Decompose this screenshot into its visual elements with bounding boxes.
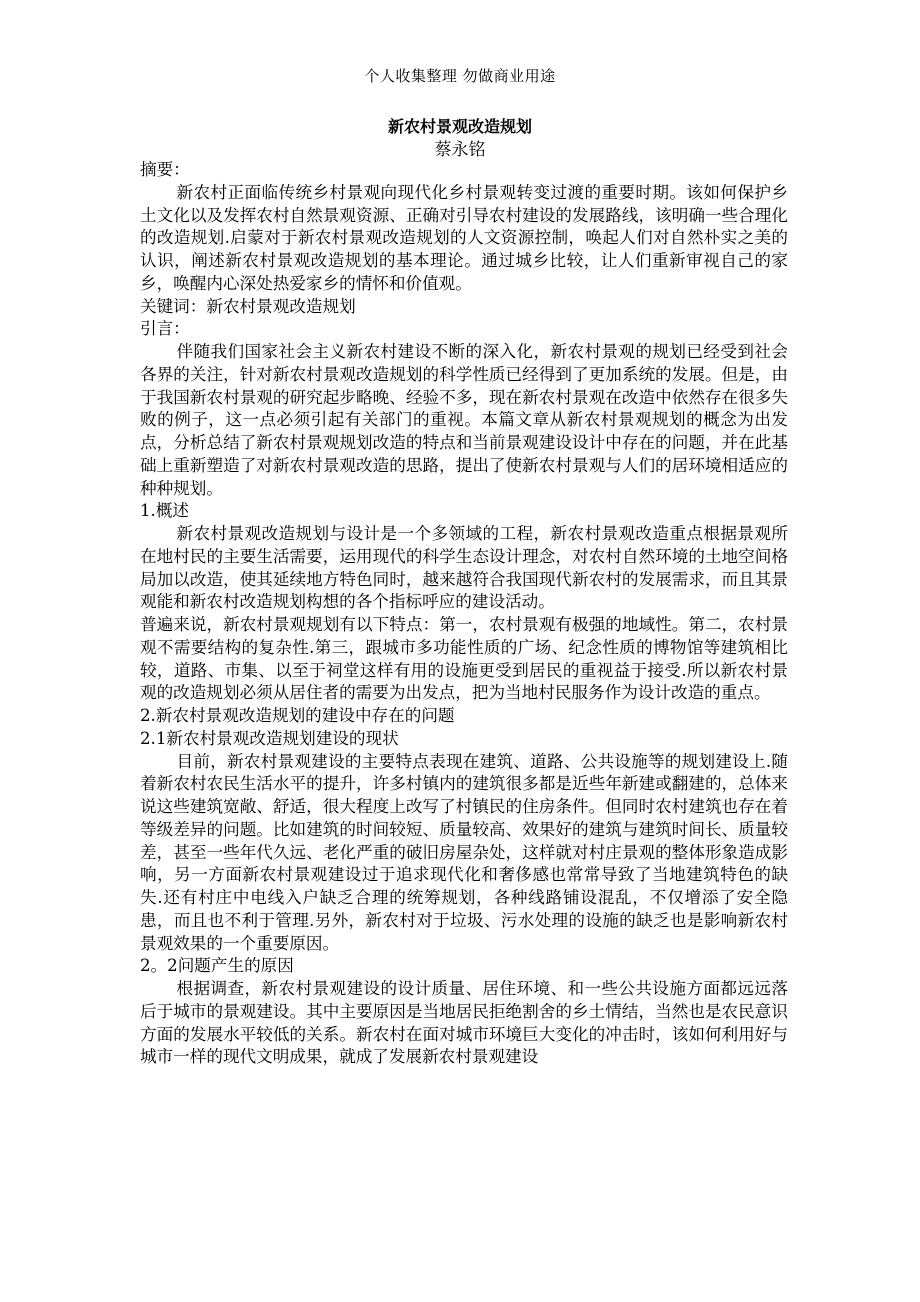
abstract-paragraph: 新农村正面临传统乡村景观向现代化乡村景观转变过渡的重要时期。该如何保护乡土文化以及发挥农村自然景观资源、正确对引导农村建设的发展路线，该明确一些合理化的改造规划.启蒙对于新农村景观改造规划的人文资源控制，唤起人们对自然朴实之美的认识，阐述新农村景观改造规划的基本理论。通过城乡比较，让人们重新审视自己的家乡，唤醒内心深处热爱家乡的情怀和价值观。: [140, 182, 788, 293]
keywords-line: 关键词：新农村景观改造规划: [140, 296, 356, 316]
intro-paragraph: 伴随我们国家社会主义新农村建设不断的深入化，新农村景观的规划已经受到社会各界的关注，针对新农村景观改造规划的科学性质已经得到了更加系统的发展。但是，由于我国新农村景观的研究起步略晚、经验不多，现在新农村景观在改造中依然存在很多失败的例子，这一点必须引起有关部门的重视。本篇文章从新农村景观规划的概念为出发点，分析总结了新农村景观规划改造的特点和当前景观建设设计中存在的问题，并在此基础上重新塑造了对新农村景观改造的思路，提出了使新农村景观与人们的居环境相适应的种种规划。: [140, 342, 788, 498]
section-2-heading: 2.新农村景观改造规划的建设中存在的问题: [140, 706, 455, 725]
section-2-2-heading: 2。2问题产生的原因: [140, 956, 294, 976]
abstract-heading: 摘要：: [140, 160, 190, 179]
author-name: 蔡永铭: [434, 140, 486, 160]
document-body: [140, 159, 788, 1069]
section-2-2-paragraph: 根据调查，新农村景观建设的设计质量、居住环境、和一些公共设施方面都远远落后于城市的景观建设。其中主要原因是当地居民拒绝割舍的乡土情结，当然也是农民意识方面的发展水平较低的关系。新农村在面对城市环境巨大变化的冲击时，该如何利用好与城市一样的现代文明成果，就成了发展新农村景观建设: [140, 979, 788, 1067]
intro-heading: 引言：: [140, 319, 190, 339]
section-1-paragraph-1: 新农村景观改造规划与设计是一个多领域的工程，新农村景观改造重点根据景观所在地村民的主要生活需要，运用现代的科学生态设计理念，对农村自然环境的土地空间格局加以改造，使其延续地方特色同时，越来越符合我国现代新农村的发展需求，而且其景观能和新农村改造规划构想的各个指标呼应的建设活动。: [140, 524, 788, 612]
header-note: 个人收集整理 勿做商业用途: [364, 67, 556, 85]
section-1-paragraph-2: 普遍来说，新农村景观规划有以下特点：第一，农村景观有极强的地域性。第二，农村景观不需要结构的复杂性.第三，跟城市多功能性质的广场、纪念性质的博物馆等建筑相比较，道路、市集、以至于祠堂这样有用的设施更受到居民的重视益于接受.所以新农村景观的改造规划必须从居住者的需要为出发点，把为当地村民服务作为设计改造的重点。: [140, 615, 788, 703]
section-2-1-paragraph: 目前，新农村景观建设的主要特点表现在建筑、道路、公共设施等的规划建设上.随着新农村农民生活水平的提升，许多村镇内的建筑很多都是近些年新建或翻建的，总体来说这些建筑宽敞、舒适，很大程度上改写了村镇民的住房条件。但同时农村建筑也存在着等级差异的问题。比如建筑的时间较短、质量较高、效果好的建筑与建筑时间长、质量较差，甚至一些年代久远、老化严重的破旧房屋杂处，这样就对村庄景观的整体形象造成影响，另一方面新农村景观建设过于追求现代化和奢侈感也常常导致了当地建筑特色的缺失.还有村庄中电线入户缺乏合理的统筹规划，各种线路铺设混乱，不仅增添了安全隐患，而且也不利于管理.另外，新农村对于垃圾、污水处理的设施的缺乏也是影响新农村景观效果的一个重要原因。: [140, 751, 788, 953]
document-title: 新农村景观改造规划: [387, 117, 532, 136]
section-2-1-heading: 2.1新农村景观改造规划建设的现状: [140, 728, 399, 748]
section-1-heading: 1.概述: [140, 501, 190, 521]
